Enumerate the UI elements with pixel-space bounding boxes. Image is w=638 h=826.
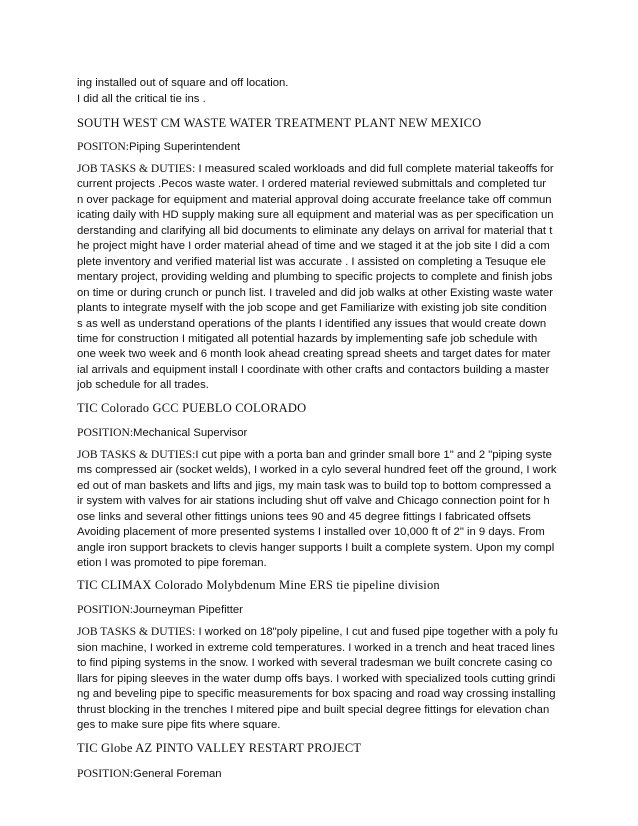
intro-line: I did all the critical tie ins . bbox=[77, 92, 206, 105]
section-heading: TIC Globe AZ PINTO VALLEY RESTART PROJECT bbox=[77, 740, 362, 755]
duties-line: thrust blocking in the trenches I mitered pipe and built special degree fittings for elevation chan bbox=[77, 703, 550, 716]
position-line bbox=[77, 600, 567, 618]
duties-line: plants to integrate myself with the job scope and get Familiarize with existing job site condition bbox=[77, 302, 547, 315]
duties-line: to find piping systems in the snow. I worked with several tradesman we built concrete casing co bbox=[77, 657, 553, 670]
duties-text: I cut pipe with a porta ban and grinder small bore 1" and 2 "piping syste bbox=[195, 448, 552, 461]
section-heading: SOUTH WEST CM WASTE WATER TREATMENT PLANT NEW MEXICO bbox=[77, 116, 482, 130]
section-heading: TIC Colorado GCC PUEBLO COLORADO bbox=[77, 400, 307, 415]
duties-line: ir system with valves for air stations including shut off valve and Chicago connection point for h bbox=[77, 495, 550, 508]
duties-line bbox=[77, 161, 567, 177]
duties-line: ng and beveling pipe to specific measurements for box spacing and road way crossing installing bbox=[77, 688, 556, 701]
duties-paragraph bbox=[77, 624, 567, 733]
duties-line: one week two week and 6 month look ahead creating spread sheets and target dates for mater bbox=[77, 348, 551, 361]
duties-line: angle iron support brackets to clevis hanger supports I built a complete system. Upon my compl bbox=[77, 541, 555, 554]
duties-line: on time or during crunch or punch list. I traveled and did job walks at other Existing waste water bbox=[77, 286, 553, 299]
duties-line: job schedule for all trades. bbox=[77, 379, 209, 392]
duties-label: JOB TASKS & DUTIES: bbox=[77, 447, 196, 461]
position-value: Mechanical Supervisor bbox=[133, 426, 248, 439]
duties-line: plete inventory and verified material list was accurate . I assisted on completing a Tesuque ele bbox=[77, 255, 546, 268]
duties-paragraph bbox=[77, 447, 567, 572]
duties-line: etion I was promoted to pipe foreman. bbox=[77, 556, 267, 569]
duties-line: s as well as understand operations of the plants I identified any issues that would create down bbox=[77, 317, 547, 330]
position-line bbox=[77, 137, 567, 155]
duties-line: time for construction I mitigated all potential hazards by implementing safe job schedule with bbox=[77, 332, 538, 345]
duties-label: JOB TASKS & DUTIES: bbox=[77, 162, 196, 175]
duties-line: sion machine, I worked in extreme cold temperatures. I worked in a trench and heat traced lines bbox=[77, 641, 555, 654]
duties-paragraph bbox=[77, 161, 567, 394]
duties-line: ose links and several other fittings unions tees 90 and 45 degree fittings I fabricated offsets bbox=[77, 510, 531, 523]
position-label: POSITON: bbox=[77, 140, 129, 153]
duties-line: Avoiding placement of more presented systems I installed over 10,000 ft of 2" in 9 days. From bbox=[77, 526, 545, 539]
duties-line: derstanding and clarifying all bid documents to eliminate any delays on arrival for material that t bbox=[77, 224, 553, 237]
duties-line: icating daily with HD supply making sure all equipment and material was as per specification un bbox=[77, 209, 554, 222]
duties-line bbox=[77, 624, 567, 640]
duties-line bbox=[77, 447, 567, 463]
duties-line: ial arrivals and equipment install I coordinate with other crafts and contactors building a master bbox=[77, 363, 550, 376]
duties-line: he project might have I order material ahead of time and we staged it at the job site I did a com bbox=[77, 240, 550, 253]
position-value: Piping Superintendent bbox=[128, 141, 241, 153]
position-value: General Foreman bbox=[133, 767, 222, 780]
position-line bbox=[77, 423, 567, 441]
position-line bbox=[77, 764, 567, 782]
duties-line: mentary project, providing welding and plumbing to specific projects to complete and finish jobs bbox=[77, 271, 553, 284]
duties-line: ed out of man baskets and lifts and jigs, my main task was to build top to bottom compressed a bbox=[77, 479, 552, 492]
duties-text: I worked on 18"poly pipeline, I cut and fused pipe together with a poly fu bbox=[198, 626, 558, 639]
duties-line: llars for piping sleeves in the water dump offs bays. I worked with specialized tools cutting grindi bbox=[77, 672, 556, 685]
position-label: POSITION: bbox=[77, 766, 134, 780]
position-label: POSITION: bbox=[77, 603, 134, 617]
intro-line: ing installed out of square and off location. bbox=[77, 77, 289, 89]
duties-line: ms compressed air (socket welds), I worked in a cylo several hundred feet off the ground, I work bbox=[77, 464, 557, 477]
duties-line: ges to make sure pipe fits where square. bbox=[77, 719, 281, 732]
position-value: Journeyman Pipefitter bbox=[133, 604, 243, 617]
duties-line: current projects .Pecos waste water. I ordered material reviewed submittals and completed tur bbox=[77, 178, 547, 191]
duties-label: JOB TASKS & DUTIES: bbox=[77, 625, 196, 639]
duties-line: n over package for equipment and material approval doing accurate freelance take off commun bbox=[77, 193, 552, 206]
resume-content bbox=[77, 76, 567, 782]
section-heading: TIC CLIMAX Colorado Molybdenum Mine ERS tie pipeline division bbox=[77, 578, 440, 593]
duties-text: I measured scaled workloads and did full complete material takeoffs for bbox=[198, 163, 554, 175]
position-label: POSITION: bbox=[77, 425, 134, 439]
